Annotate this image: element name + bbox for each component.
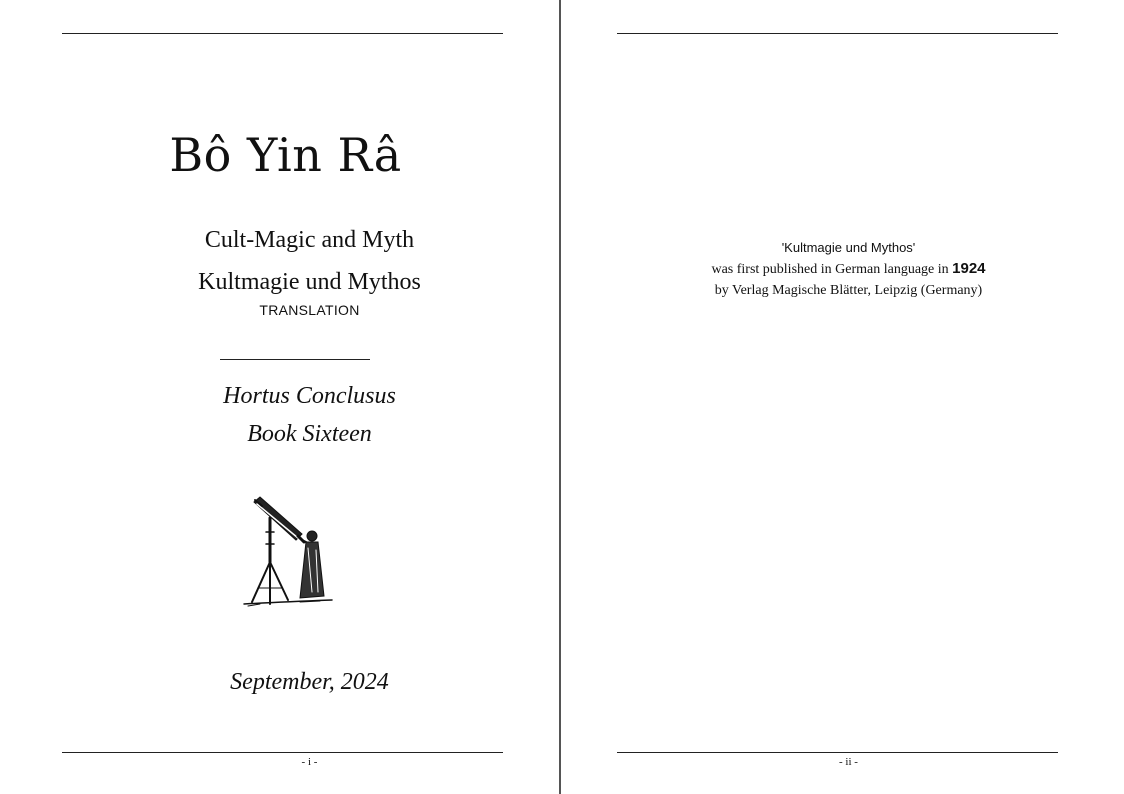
translation-label: TRANSLATION (259, 302, 360, 318)
page-number: - i - (301, 756, 318, 768)
publication-note (561, 237, 1124, 301)
footer-rule (62, 752, 503, 753)
right-page (561, 0, 1124, 794)
first-published-line (561, 258, 1124, 280)
left-page (0, 0, 559, 794)
book-number: Book Sixteen (247, 421, 372, 447)
original-title: 'Kultmagie und Mythos' (781, 240, 916, 255)
title-english: Cult-Magic and Myth (204, 227, 415, 253)
author-name: Bô Yin Râ (169, 128, 402, 182)
publication-year: 1924 (952, 260, 986, 277)
title-divider (220, 359, 370, 360)
header-rule (62, 33, 503, 34)
header-rule (617, 33, 1058, 34)
first-published-text: was first published in German language in (711, 262, 949, 277)
publisher-line: by Verlag Magische Blätter, Leipzig (Germany) (714, 283, 983, 298)
publication-date: September, 2024 (230, 669, 389, 695)
series-name: Hortus Conclusus (223, 383, 396, 409)
page-number: - ii - (839, 756, 858, 768)
title-german: Kultmagie und Mythos (198, 269, 421, 295)
footer-rule (617, 752, 1058, 753)
astronomer-with-telescope-icon (240, 492, 336, 610)
